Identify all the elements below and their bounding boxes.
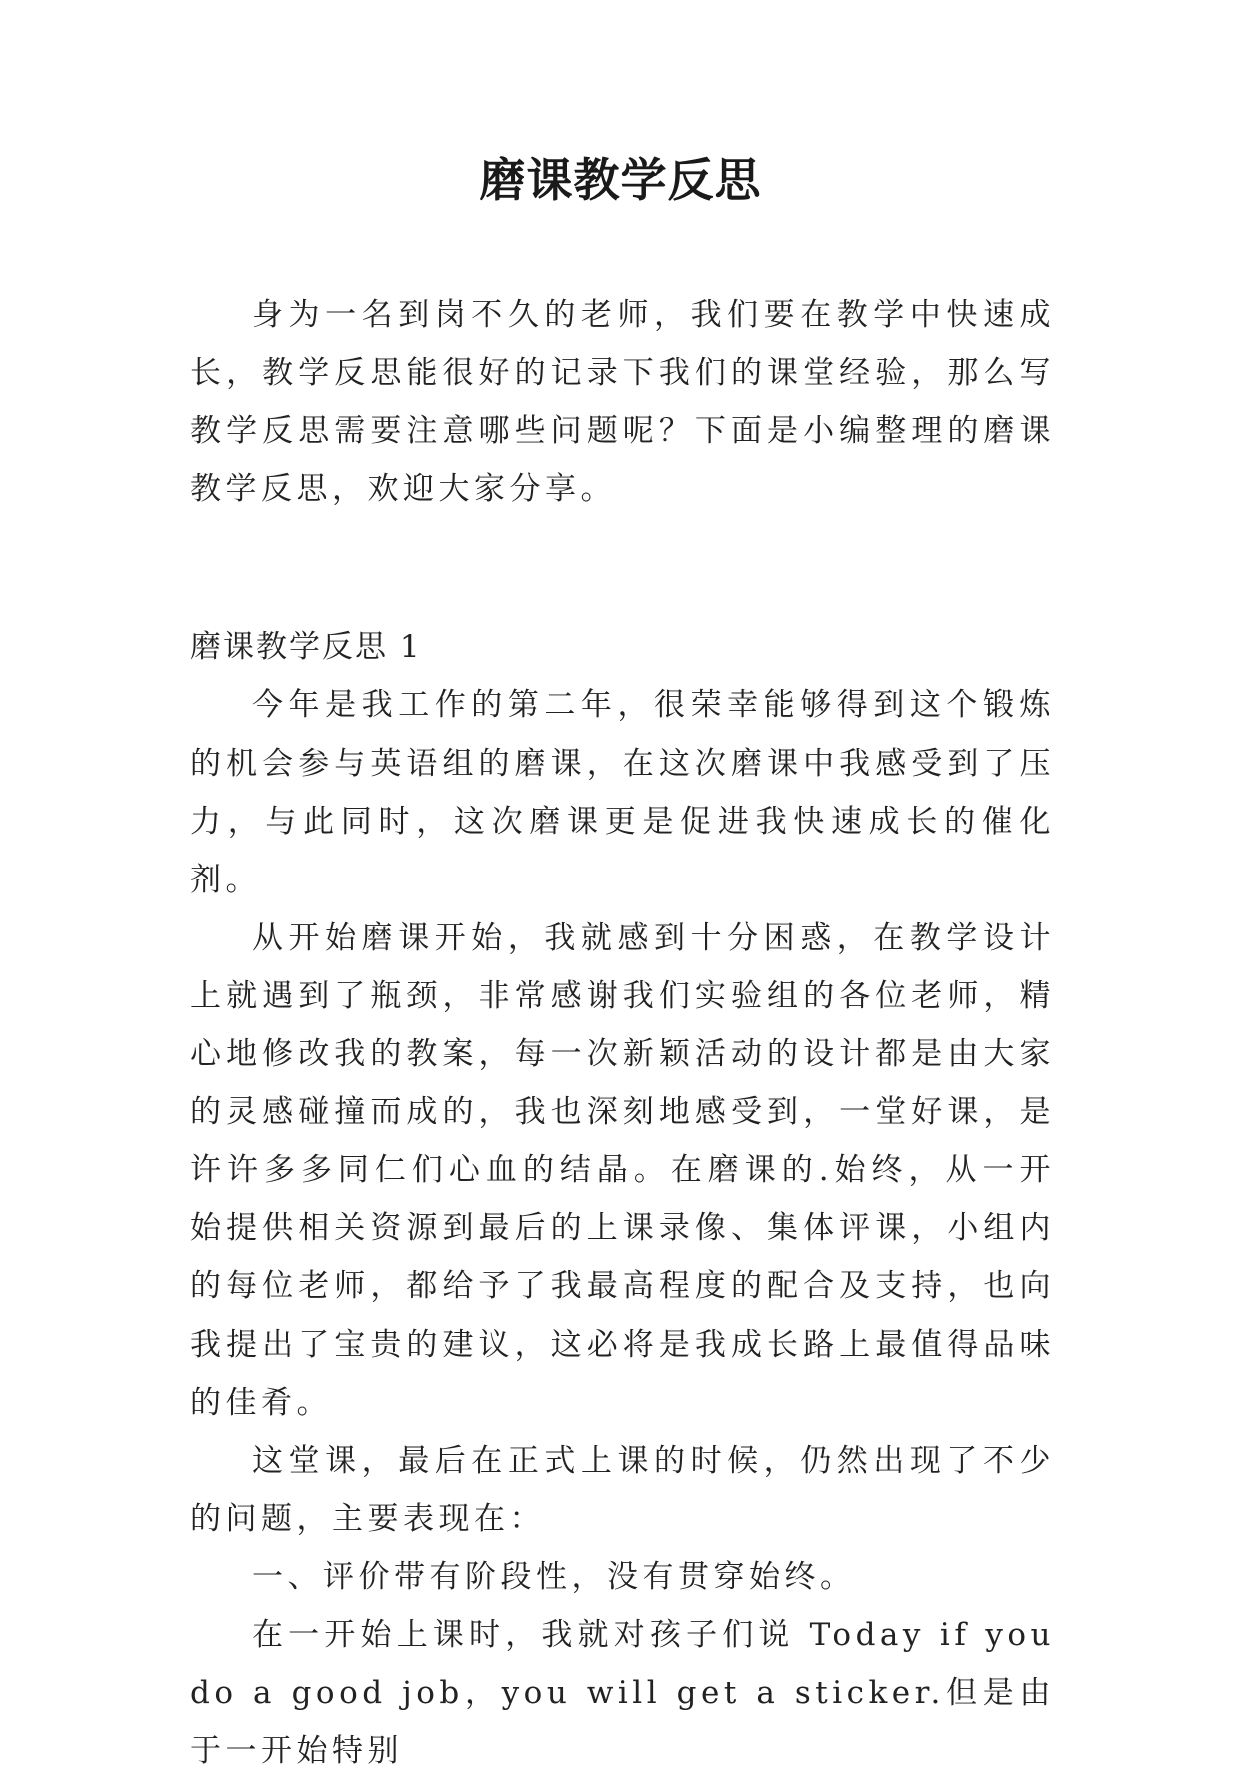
document-body [190, 286, 1055, 1780]
intro-paragraph: 身为一名到岗不久的老师，我们要在教学中快速成长，教学反思能很好的记录下我们的课堂经验，那么写教学反思需要注意哪些问题呢？下面是小编整理的磨课教学反思，欢迎大家分享。 [190, 297, 1055, 508]
body-paragraph: 这堂课，最后在正式上课的时候，仍然出现了不少的问题，主要表现在： [190, 1442, 1055, 1537]
body-paragraph: 今年是我工作的第二年，很荣幸能够得到这个锻炼的机会参与英语组的磨课，在这次磨课中我感受到了压力，与此同时，这次磨课更是促进我快速成长的催化剂。 [190, 687, 1055, 898]
body-paragraph: 在一开始上课时，我就对孩子们说 Today if you do a good job，you will get a sticker.但是由于一开始特别 [190, 1616, 1055, 1770]
section-heading: 磨课教学反思 1 [190, 629, 422, 666]
body-paragraph: 一、评价带有阶段性，没有贯穿始终。 [252, 1558, 856, 1595]
document-title: 磨课教学反思 [479, 153, 762, 207]
body-paragraph: 从开始磨课开始，我就感到十分困惑，在教学设计上就遇到了瓶颈，非常感谢我们实验组的各位老师，精心地修改我的教案，每一次新颖活动的设计都是由大家的灵感碰撞而成的，我也深刻地感受到，一堂好课，是许许多多同仁们心血的结晶。在磨课的.始终，从一开始提供相关资源到最后的上课录像、集体评课，小组内的每位老师，都给予了我最高程度的配合及支持，也向我提出了宝贵的建议，这必将是我成长路上最值得品味的佳肴。 [190, 919, 1055, 1421]
